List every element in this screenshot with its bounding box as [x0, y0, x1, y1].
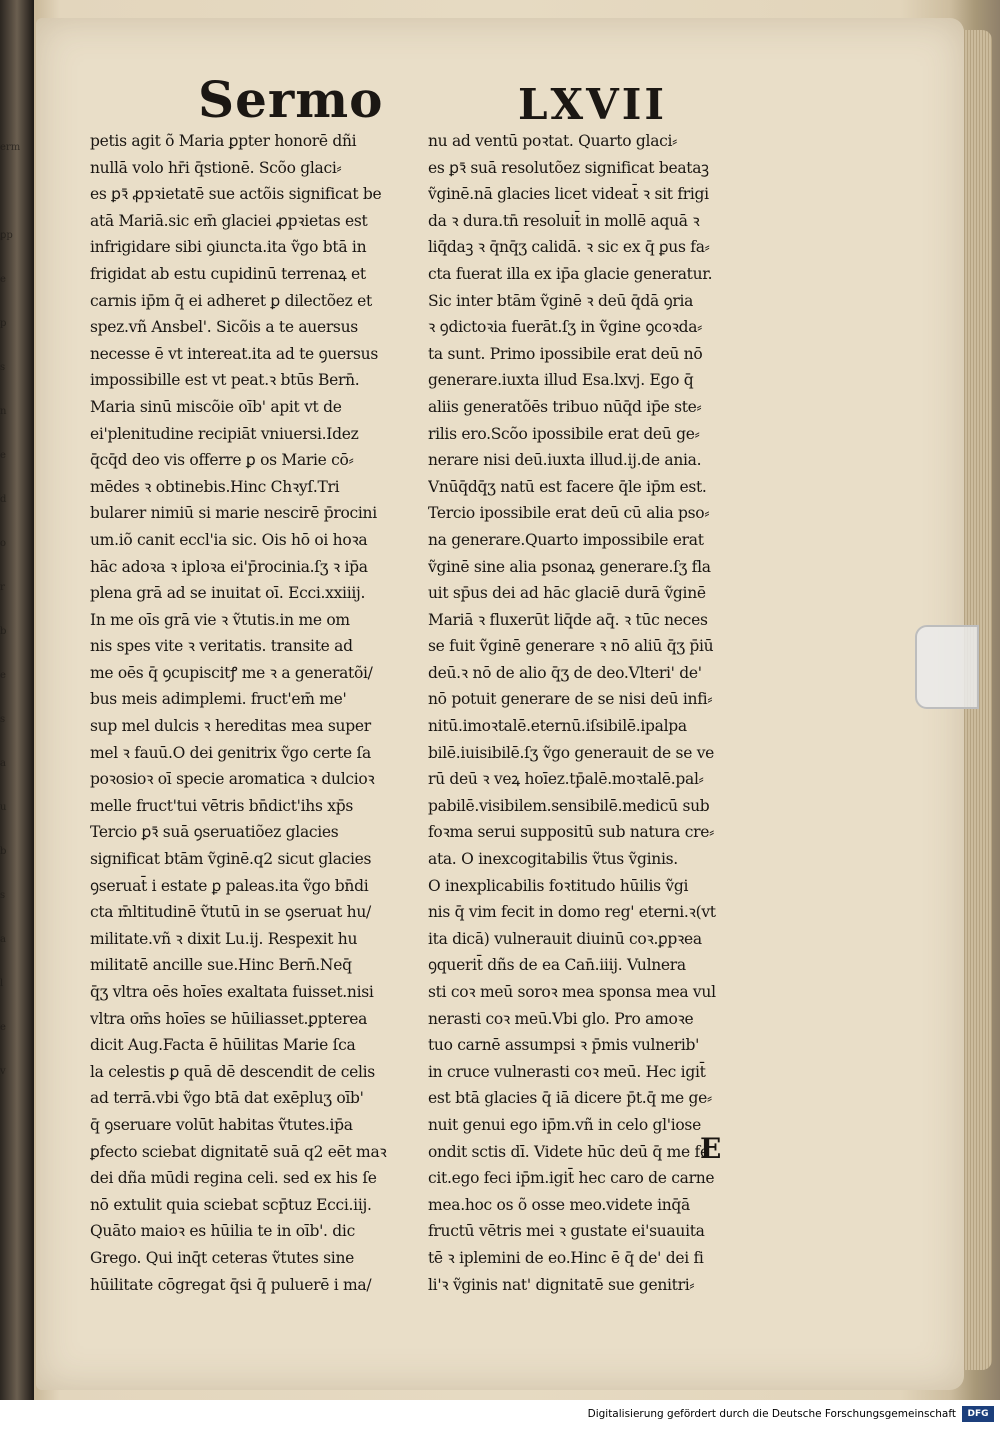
text-line: nis q̄ vim fecit in domo reg' eterni.ꝛ(vt	[428, 903, 716, 922]
text-line: necesse ē vt intereat.ita ad te ꝯuersus	[90, 344, 378, 363]
text-line: nerasti coꝛ meū.Vbi glo. Pro amoꝛe	[428, 1009, 694, 1028]
text-line: liq̄daꝫ ꝛ q̄nq̄ʒ calidā. ꝛ sic ex q̄ ꝑus fa⸗	[428, 238, 710, 257]
text-line: Mariā ꝛ fluxerūt liq̄de aq̄. ꝛ tūc neces	[428, 610, 708, 629]
text-line: foꝛma serui suppositū sub natura cre⸗	[428, 823, 714, 842]
text-line: Sic inter btām ṽginē ꝛ deū q̄dā ꝯria	[428, 291, 694, 310]
text-line: nullā volo hr̄i q̄stionē. Scõo glaci⸗	[90, 158, 342, 177]
text-line: carnis ip̄m q̄ ei adheret ꝑ dilectõez et	[90, 291, 372, 310]
text-column-right	[428, 128, 758, 1298]
text-line: sup mel dulcis ꝛ hereditas mea super	[90, 717, 371, 736]
text-line: Tercio ipossibile erat deū cū alia pso⸗	[428, 504, 710, 523]
margin-fragment: s	[0, 890, 6, 901]
text-line: mea.hoc os õ osse meo.videte inq̄ā	[428, 1195, 690, 1214]
text-line: tuo carnē assumpsi ꝛ p̄mis vulnerib'	[428, 1036, 700, 1055]
text-line: ṽginē.nā glacies licet videat̄ ꝛ sit frigi	[428, 185, 709, 204]
text-line: O inexplicabilis foꝛtitudo hūilis ṽgi	[428, 876, 689, 895]
text-line: mel ꝛ fauū.O dei genitrix ṽgo certe ſa	[90, 743, 371, 762]
text-line: um.iõ canit eccl'ia sic. Ois hō oi hoꝛa	[90, 530, 368, 549]
margin-fragment: a	[0, 934, 6, 945]
text-line: sti coꝛ meū soroꝛ mea sponsa mea vul	[428, 983, 716, 1001]
text-line: deū.ꝛ nō de alio q̄ʒ de deo.Vlteri' de'	[428, 663, 702, 682]
text-line: na generare.Quarto impossibile erat	[428, 530, 704, 549]
text-line: in cruce vulnerasti coꝛ meū. Hec igit̄	[428, 1062, 706, 1081]
text-line: dei dña mūdi regina celi. sed ex his ſe	[90, 1169, 377, 1188]
text-line: cta fuerat illa ex ip̄a glacie generatur.	[428, 264, 713, 283]
text-line: la celestis ꝑ quā dē descendit de celis	[90, 1062, 375, 1081]
text-line: cta m̄ltitudinē ṽtutū in se ꝯseruat hu/	[90, 903, 371, 922]
margin-fragment: b	[0, 846, 7, 857]
text-line: cit.ego feci ip̄m.igit̄ hec caro de carne	[428, 1169, 715, 1188]
text-line: impossibille est vt peat.ꝛ btūs Bern̄.	[90, 371, 360, 390]
text-line: nerare nisi deū.iuxta illud.ij.de ania.	[428, 451, 702, 470]
text-line: Tercio ꝑꝛ̄ suā ꝯseruatiõez glacies	[90, 823, 339, 842]
text-line: ata. O inexcogitabilis ṽtus ṽginis.	[428, 850, 678, 869]
text-line: spez.vñ Ansbel'. Sicõis a te auersus	[90, 318, 358, 337]
text-line: hūilitate cōgregat q̄si q̄ puluerē i ma/	[90, 1275, 372, 1294]
text-line: ta sunt. Primo ipossibile erat deū nō	[428, 344, 703, 363]
text-line: hāc adoꝛa ꝛ iploꝛa ei'p̄rocinia.ſʒ ꝛ ip̄a	[90, 557, 368, 576]
text-line: ei'plenitudine recipiāt vniuersi.Idez	[90, 424, 359, 443]
text-line: aliis generatõēs tribuo nūq̄d ip̄e ste⸗	[428, 397, 702, 416]
footer-credit: Digitalisierung gefördert durch die Deutsche Forschungsgemeinschaft	[587, 1408, 956, 1420]
margin-fragment: e	[0, 274, 6, 285]
text-line: nu ad ventū poꝛtat. Quarto glaci⸗	[428, 132, 678, 150]
text-line: militatē ancille sue.Hinc Bern̄.Neq̄	[90, 956, 352, 975]
text-line: dicit Aug.Facta ē hūilitas Marie ſca	[90, 1036, 356, 1055]
margin-fragment: l	[0, 978, 4, 989]
bookmark-tab	[915, 625, 979, 709]
margin-fragment: v	[0, 1066, 6, 1077]
text-line: nō extulit quia sciebat scp̄tuz Ecci.iij.	[90, 1195, 372, 1214]
text-line: atā Mariā.sic em̄ glaciei ꝓpꝛietas est	[90, 211, 368, 230]
text-line: petis agit õ Maria ꝑpter honorē dñi	[90, 132, 357, 150]
dfg-logo: DFG	[962, 1406, 994, 1422]
text-line: ꝑfecto sciebat dignitatē suā q2 eēt maꝛ	[90, 1142, 387, 1161]
text-line: bularer nimiū si marie nescirē p̄rocini	[90, 504, 377, 523]
left-page-margin-text	[0, 140, 30, 1240]
margin-fragment: d	[0, 494, 7, 505]
text-line: In me oīs grā vie ꝛ ṽtutis.in me om	[90, 610, 350, 629]
text-line: es ꝑꝛ̄ suā resolutõez significat beataꝫ	[428, 158, 709, 177]
text-line: frigidat ab estu cupidinū terrenaꝝ et	[90, 264, 366, 283]
text-line: li'ꝛ ṽginis nat' dignitatē sue genitri⸗	[428, 1275, 695, 1294]
text-line: q̄ʒ vltra oēs hoīes exaltata fuisset.nisi	[90, 983, 374, 1001]
text-line: poꝛosioꝛ oī specie aromatica ꝛ dulcioꝛ	[90, 770, 375, 789]
text-line: bilē.iuisibilē.ſʒ ṽgo generauit de se ve	[428, 743, 715, 762]
text-line: ꝯquerit̄ dñs de ea Can̄.iiij. Vulnera	[428, 956, 686, 975]
text-line: rilis ero.Scõo ipossibile erat deū ge⸗	[428, 424, 700, 443]
text-line: ꝯseruat̄ i estate ꝑ paleas.ita ṽgo bn̄di	[90, 876, 369, 895]
text-line: pabilē.visibilem.sensibilē.medicū sub	[428, 796, 710, 815]
text-line: militate.vñ ꝛ dixit Lu.ij. Respexit hu	[90, 929, 358, 948]
text-line: infrigidare sibi ꝯiuncta.ita ṽgo btā in	[90, 238, 367, 257]
text-line: Grego. Qui inq̄t ceteras ṽtutes sine	[90, 1248, 354, 1267]
margin-fragment: o	[0, 538, 7, 549]
text-line: Quāto maioꝛ es hūilia te in oīb'. dic	[90, 1222, 355, 1241]
text-line: tē ꝛ iplemini de eo.Hinc ē q̄ de' dei fi	[428, 1248, 704, 1267]
text-line: es ꝑꝛ̄ ꝓpꝛietatē sue actõis significat be	[90, 185, 382, 204]
margin-fragment: r	[0, 582, 5, 593]
margin-fragment: s	[0, 362, 6, 373]
text-line: fructū vētris mei ꝛ gustate ei'suauita	[428, 1222, 705, 1241]
text-line: da ꝛ dura.tn̄ resoluit̄ in mollē aquā ꝛ	[428, 211, 700, 230]
text-line: nis spes vite ꝛ veritatis. transite ad	[90, 637, 353, 656]
text-line: ita dicā) vulnerauit diuinū coꝛ.ꝑpꝛea	[428, 929, 702, 948]
margin-fragment: e	[0, 1022, 6, 1033]
catchword: E	[700, 1132, 722, 1165]
text-line: nitū.imoꝛtalē.eternū.iſsibilē.ipalpa	[428, 717, 687, 736]
footer-bar	[0, 1400, 1000, 1429]
margin-fragment: a	[0, 758, 6, 769]
margin-fragment: n	[0, 406, 7, 417]
text-line: est btā glacies q̄ iā dicere p̄t.q̄ me ge⸗	[428, 1089, 712, 1108]
margin-fragment: p	[0, 318, 7, 329]
text-line: nuit genui ego ip̄m.vñ in celo gl'iose	[428, 1115, 701, 1134]
margin-fragment: u	[0, 802, 7, 813]
text-line: generare.iuxta illud Esa.lxvj. Ego q̄	[428, 371, 694, 390]
folio-number: LXVII	[518, 80, 667, 129]
text-line: plena grā ad se inuitat oī. Ecci.xxiiij.	[90, 584, 366, 603]
margin-fragment: ꝑp	[0, 230, 13, 241]
text-line: Vnūq̄dq̄ʒ natū est facere q̄le ip̄m est.	[428, 477, 707, 496]
running-head-sermo: Sermo	[198, 70, 384, 129]
text-line: ad terrā.vbi ṽgo btā dat exēpluʒ oīb'	[90, 1089, 364, 1108]
text-line: se fuit ṽginē generare ꝛ nō aliū q̄ʒ p̄iū	[428, 637, 714, 656]
text-line: nō potuit generare de se nisi deū infi⸗	[428, 690, 713, 709]
margin-fragment: s	[0, 714, 6, 725]
text-line: melle fruct'tui vētris bn̄dict'ihs xp̄s	[90, 796, 353, 815]
text-line: q̄ ꝯseruare volūt habitas ṽtutes.ip̄a	[90, 1115, 353, 1134]
margin-fragment: e	[0, 670, 6, 681]
text-line: uit sp̄us dei ad hāc glaciē durā ṽginē	[428, 584, 706, 603]
margin-fragment	[0, 184, 30, 228]
text-line: ṽginē sine alia psonaꝝ generare.ſʒ fla	[428, 557, 711, 576]
text-line: bus meis adimplemi. fruct'em̄ me'	[90, 690, 347, 709]
text-line: me oēs q̄ ꝯcupiscitꝭ me ꝛ a generatõi/	[90, 663, 373, 682]
text-line: rū deū ꝛ veꝝ hoīez.tp̄alē.moꝛtalē.pal⸗	[428, 770, 704, 789]
margin-fragment: b	[0, 626, 7, 637]
text-column-left	[90, 128, 420, 1298]
margin-fragment: erm	[0, 142, 21, 153]
margin-fragment: e	[0, 450, 6, 461]
text-line: vltra om̄s hoīes se hūiliasset.ꝑpterea	[90, 1009, 368, 1028]
text-line: Maria sinū miscõie oīb' apit vt de	[90, 397, 342, 416]
text-line: q̄cq̄d deo vis offerre ꝑ os Marie cō⸗	[90, 451, 354, 470]
text-line: ꝛ ꝯdictoꝛia fuerāt.ſʒ in ṽgine ꝯcoꝛda⸗	[428, 318, 703, 337]
text-line: ondit sctis dī. Videte hūc deū q̄ me fe	[428, 1142, 709, 1161]
text-line: mēdes ꝛ obtinebis.Hinc Chꝛyſ.Tri	[90, 477, 340, 496]
text-line: significat btām ṽginē.q2 sicut glacies	[90, 850, 372, 869]
